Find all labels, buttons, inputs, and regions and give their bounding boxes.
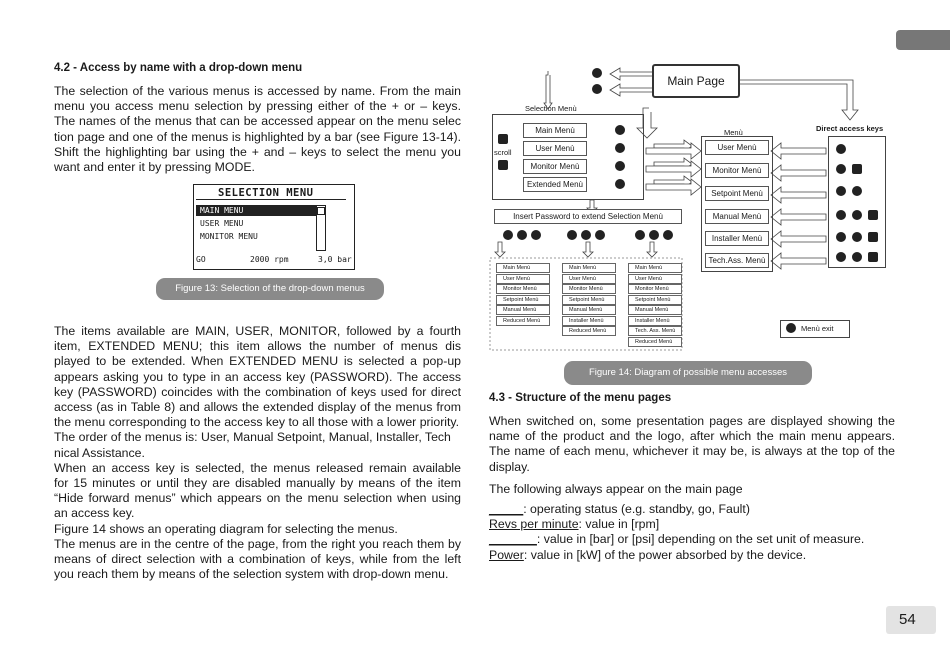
menu-column-item: Setpoint Menù <box>562 295 616 305</box>
lcd-selection-menu <box>193 184 355 270</box>
scroll-label: scroll <box>494 148 512 157</box>
selection-item: Monitor Menù <box>523 159 587 174</box>
page-number: 54 <box>886 606 936 634</box>
text-line: Figure 14 shows an operating diagram for selecting the menus. <box>54 521 398 536</box>
menu-column-item: Installer Menù <box>562 316 616 326</box>
set-key-icon <box>836 210 846 220</box>
lcd-status-bar: 3,0 bar <box>318 255 352 264</box>
mode-key-icon <box>567 230 577 240</box>
text-line: When switched on, some presentation pages are displayed showing the <box>489 414 895 428</box>
text-line: item, EXTENDED MENU; this item allows the number of menus dis <box>54 339 461 354</box>
set-key-icon <box>786 323 796 333</box>
menu-column-item: Monitor Menù <box>628 284 682 294</box>
lcd-divider <box>196 199 346 200</box>
set-key-icon <box>852 186 862 196</box>
item-description: : operating status (e.g. standby, go, Fault) <box>523 502 750 516</box>
mode-key-icon <box>836 144 846 154</box>
text-line: you reach them by means of the selection system with drop-down menu. <box>54 567 449 582</box>
set-key-icon <box>649 230 659 240</box>
arrow-left <box>771 165 826 181</box>
menu-column-item: Reduced Menù <box>562 326 616 336</box>
term-blank: _____ <box>489 502 524 516</box>
list-item <box>489 548 909 563</box>
arrow-left <box>771 231 826 247</box>
menu-column-item: User Menù <box>628 274 682 284</box>
mode-key-icon <box>836 232 846 242</box>
text-line: The name of each menu, whichever it may be, is always at the top of the <box>489 444 895 459</box>
term-power: Power <box>489 547 524 562</box>
menu-column-item: Manual Menù <box>628 305 682 315</box>
text-line: The menus are in the centre of the page, from the right you reach them by <box>54 536 461 551</box>
text-line: key (PASSWORD) coincides with the combination of keys used for direct <box>54 384 461 399</box>
lcd-scroll-thumb <box>317 207 325 215</box>
menu-column-title: Menù <box>724 128 743 137</box>
menu-column-item: User Menù <box>496 274 550 284</box>
lcd-status-rpm: 2000 rpm <box>250 255 289 264</box>
arrow-left <box>771 143 826 159</box>
mode-key-icon <box>836 186 846 196</box>
direct-keys-frame <box>828 136 886 268</box>
text-line: name of the product and the logo, after which the main menu appears. <box>489 429 895 444</box>
selection-item: User Menù <box>523 141 587 156</box>
figure-14-caption: Figure 14: Diagram of possible menu accesses <box>564 361 812 385</box>
item-description: : value in [rpm] <box>578 517 660 532</box>
text-line: “Hide forward menus” which appears on the menu selection when using <box>54 491 461 506</box>
menu-item: Tech.Ass. Menù <box>705 253 769 268</box>
figure-13-caption: Figure 13: Selection of the drop-down menus <box>156 278 384 300</box>
item-description: : value in [kW] of the power absorbed by the device. <box>523 547 807 562</box>
mode-key-icon <box>615 125 625 135</box>
menu-column-item: Manual Menù <box>562 305 616 315</box>
item-description: : value in [bar] or [psi] depending on the set unit of measure. <box>536 532 865 547</box>
mode-key-icon <box>635 230 645 240</box>
text-line: Shift the highlighting bar using the + and – keys to select the menu you <box>54 144 461 159</box>
structure-paragraph <box>489 414 895 475</box>
menu-column-item: Monitor Menù <box>496 284 550 294</box>
selection-menu-title: Selection Menù <box>525 104 577 113</box>
text-line: The order of the menus is: User, Manual Setpoint, Manual, Installer, Tech <box>54 430 451 445</box>
menu-column-item: Main Menù <box>628 263 682 273</box>
term-revs: Revs per minute <box>489 517 579 532</box>
lcd-item: USER MENU <box>200 219 244 228</box>
body-paragraph <box>54 324 461 582</box>
text-line: for 15 minutes or until they are disabled manually by means of the item <box>54 476 461 491</box>
menu-column-item: Main Menù <box>496 263 550 273</box>
menu-column-item: Reduced Menù <box>628 337 682 347</box>
menu-item: Manual Menù <box>705 209 769 224</box>
text-line: menu you access menu selection by pressing either of the + or – keys. <box>54 99 461 114</box>
menu-item: Monitor Menù <box>705 163 769 178</box>
arrow-down <box>583 242 593 257</box>
main-page-box: Main Page <box>652 64 740 98</box>
text-line: the menu corresponding to the access key to all those with a lower priority. <box>54 415 460 430</box>
text-line: The names of the menus that can be accessed appear on the menu selec <box>54 114 461 129</box>
menu-column-item: User Menù <box>562 274 616 284</box>
text-line: played to be extended. When EXTENDED MENU is selected a pop-up <box>54 354 461 369</box>
section-heading-4-2: 4.2 - Access by name with a drop-down menu <box>54 62 303 74</box>
mode-key-icon <box>615 161 625 171</box>
menu-exit-label: Menù exit <box>801 324 834 333</box>
selection-item: Extended Menù <box>523 177 587 192</box>
main-page-intro: The following always appear on the main page <box>489 482 743 496</box>
menu-column-item: Setpoint Menù <box>496 295 550 305</box>
password-box: Insert Password to extend Selection Menù <box>494 209 682 224</box>
set-key-icon <box>581 230 591 240</box>
lcd-item: MONITOR MENU <box>200 232 258 241</box>
plus-key-icon <box>498 160 508 170</box>
text-line: appears asking you to type in an access key (PASSWORD). The access <box>54 369 461 384</box>
section-heading-4-3: 4.3 - Structure of the menu pages <box>489 392 672 404</box>
list-item <box>489 532 909 547</box>
term-blank: _______ <box>489 532 537 547</box>
plus-key-icon <box>663 230 673 240</box>
set-key-icon <box>503 230 513 240</box>
arrow-down-right <box>738 80 858 120</box>
set-key-icon <box>836 164 846 174</box>
intro-paragraph <box>54 84 461 175</box>
mode-key-icon <box>836 252 846 262</box>
set-key-icon <box>852 252 862 262</box>
list-item <box>489 502 909 517</box>
set-key-icon <box>852 232 862 242</box>
menu-column-item: Tech. Ass. Menù <box>628 326 682 336</box>
menu-column-item: Setpoint Menù <box>628 295 682 305</box>
lcd-scrollbar <box>316 205 326 251</box>
text-line: nical Assistance. <box>54 445 145 460</box>
direct-keys-title: Direct access keys <box>816 124 884 133</box>
text-line: The items available are MAIN, USER, MONITOR, followed by a fourth <box>54 324 461 338</box>
text-line: The selection of the various menus is accessed by name. From the main <box>54 84 461 98</box>
text-line: access (as in Table 8) and allows the extended display of the menus from <box>54 400 461 415</box>
text-line: When an access key is selected, the menus released remain available <box>54 460 461 475</box>
list-item <box>489 517 909 532</box>
text-line: an access key. <box>54 506 135 521</box>
mode-key-icon <box>615 143 625 153</box>
menu-column-item: Reduced Menù <box>496 316 550 326</box>
plus-key-icon <box>868 252 878 262</box>
arrow-down <box>647 242 657 257</box>
menu-column-item: Main Menù <box>562 263 616 273</box>
minus-key-icon <box>595 230 605 240</box>
arrow-down <box>495 242 505 257</box>
plus-key-icon <box>592 84 602 94</box>
lcd-item-highlighted: MAIN MENU <box>196 205 316 216</box>
arrow-left <box>771 187 826 203</box>
selection-item: Main Menù <box>523 123 587 138</box>
lcd-status-go: GO <box>196 255 206 264</box>
minus-key-icon <box>852 210 862 220</box>
lcd-title: SELECTION MENU <box>218 187 314 199</box>
menu-column-item: Manual Menù <box>496 305 550 315</box>
menu-item: Installer Menù <box>705 231 769 246</box>
text-line: tion page and one of the menus is highlighted by a bar (see Figure 13-14). <box>54 129 461 144</box>
section-tab <box>896 30 950 50</box>
mode-key-icon <box>615 179 625 189</box>
text-line: want and enter it by pressing MODE. <box>54 160 255 175</box>
menu-column-item: Monitor Menù <box>562 284 616 294</box>
menu-item: Setpoint Menù <box>705 186 769 201</box>
main-page-items <box>489 502 909 563</box>
minus-key-icon <box>498 134 508 144</box>
plus-key-icon <box>868 210 878 220</box>
menu-item: User Menù <box>705 140 769 155</box>
minus-key-icon <box>868 232 878 242</box>
arrow-left <box>771 253 826 269</box>
menu-frame <box>701 136 773 272</box>
arrow-left <box>771 209 826 225</box>
plus-key-icon <box>531 230 541 240</box>
text-line: means of direct selection with a combination of keys, while from the left <box>54 552 461 567</box>
minus-key-icon <box>517 230 527 240</box>
text-line: display. <box>489 459 530 474</box>
minus-key-icon <box>852 164 862 174</box>
menu-column-item: Installer Menù <box>628 316 682 326</box>
minus-key-icon <box>592 68 602 78</box>
